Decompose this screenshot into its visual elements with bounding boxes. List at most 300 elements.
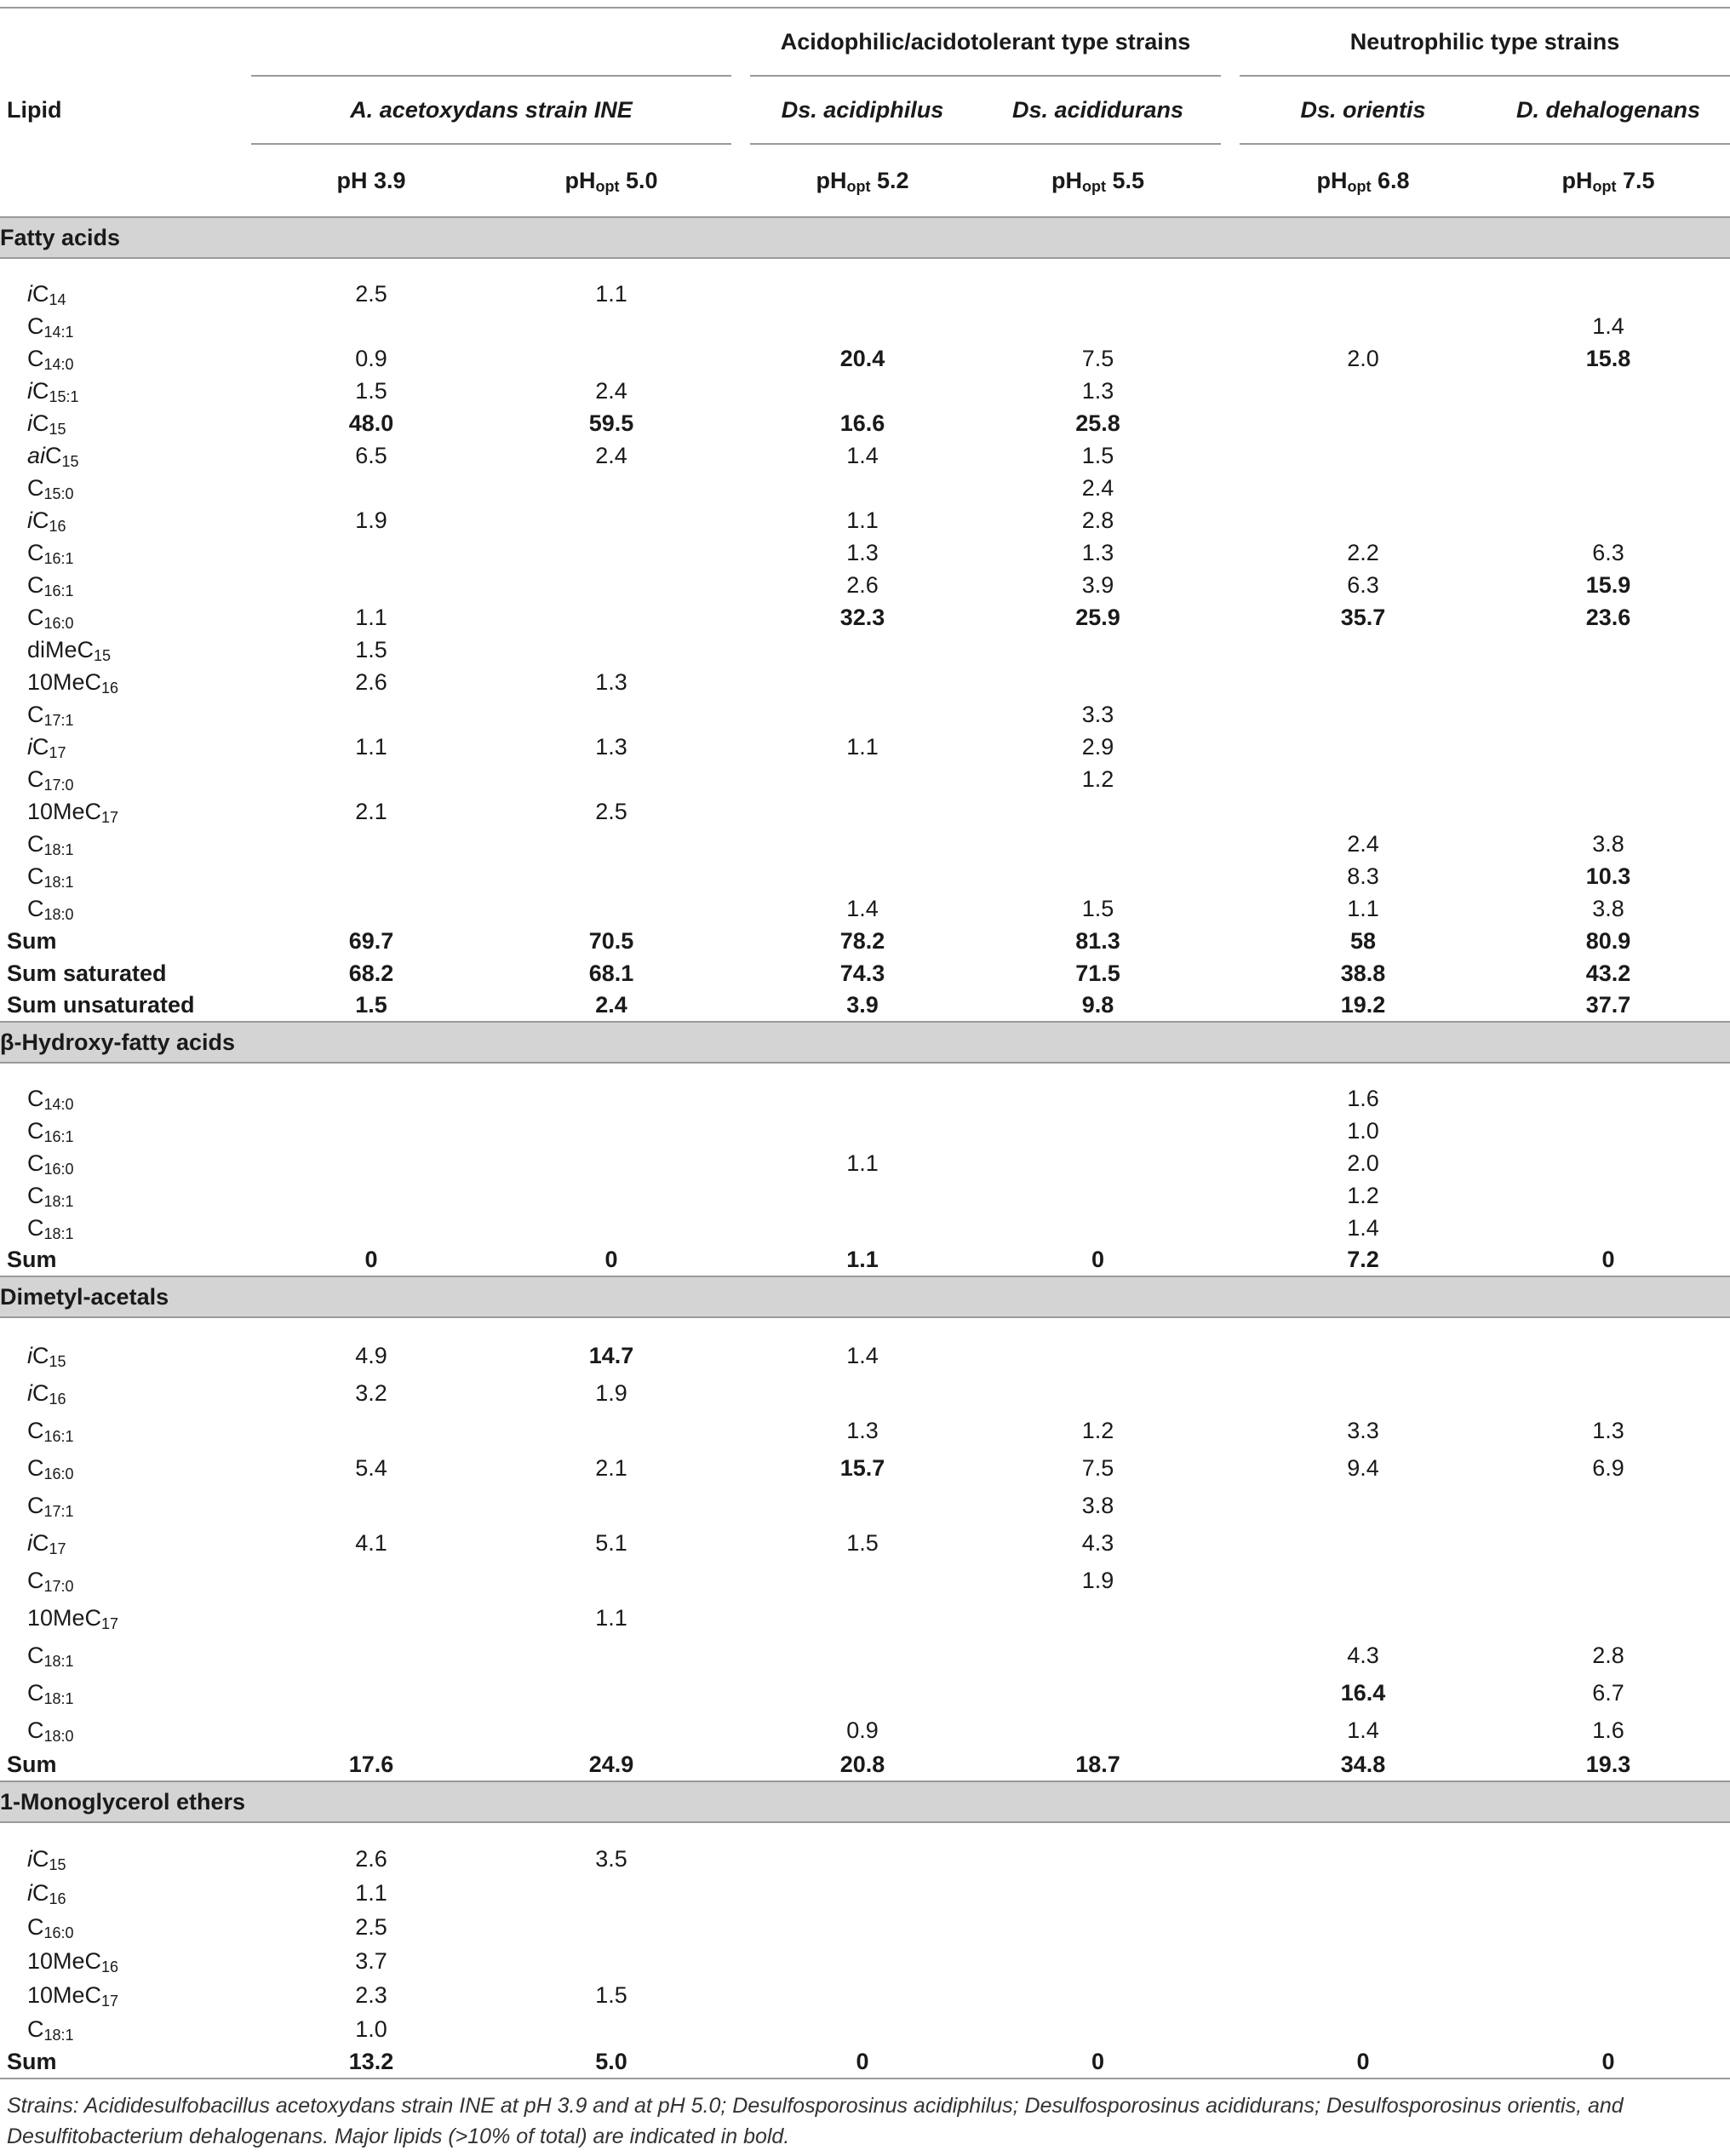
value-cell [750, 1115, 975, 1147]
value-cell [1240, 1374, 1487, 1412]
sum-value: 24.9 [588, 1752, 634, 1777]
value-cell [491, 536, 731, 569]
value-cell: 1.3 [846, 1417, 879, 1443]
value-cell: 1.5 [846, 1529, 879, 1556]
value-cell [1240, 795, 1487, 828]
ph-subscript: opt [595, 177, 620, 195]
sum-value: 68.1 [588, 960, 634, 986]
value-cell [251, 569, 491, 601]
table-row [0, 1524, 1730, 1562]
sum-value: 2.4 [595, 992, 627, 1018]
sum-row [0, 957, 1730, 989]
value-cell [1240, 1842, 1487, 1876]
value-cell: 1.4 [846, 895, 879, 921]
value-cell [491, 1212, 731, 1244]
sum-value: 74.3 [839, 960, 885, 986]
value-cell: 16.4 [1340, 1679, 1386, 1706]
table-row [0, 1115, 1730, 1147]
value-cell [750, 1179, 975, 1212]
value-cell: 6.5 [355, 442, 387, 468]
value-cell [1487, 407, 1730, 439]
table-row [0, 1374, 1730, 1412]
value-cell: 1.6 [1347, 1085, 1379, 1111]
value-cell [1487, 634, 1730, 666]
value-cell [491, 310, 731, 342]
value-cell [491, 1637, 731, 1674]
sum-value: 43.2 [1585, 960, 1631, 986]
value-cell [975, 1599, 1221, 1637]
value-cell: 1.2 [1081, 1417, 1114, 1443]
lipid-name: $iC_{17}$ [27, 733, 66, 761]
value-cell: 25.9 [1075, 604, 1120, 630]
strain-header-ine: A. acetoxydans strain INE [350, 96, 633, 123]
value-cell [1240, 1524, 1487, 1562]
value-cell [975, 1374, 1221, 1412]
value-cell [1487, 504, 1730, 536]
value-cell: 6.9 [1592, 1454, 1624, 1481]
value-cell [1487, 1910, 1730, 1944]
value-cell: 1.4 [846, 442, 879, 468]
table-row [0, 278, 1730, 310]
value-cell [750, 472, 975, 504]
value-cell [1487, 1562, 1730, 1599]
value-cell: 5.4 [355, 1454, 387, 1481]
value-cell [1487, 763, 1730, 795]
lipid-name: $iC_{16}$ [27, 1879, 66, 1907]
value-cell [750, 1374, 975, 1412]
sum-row [0, 1244, 1730, 1276]
table-row [0, 1674, 1730, 1712]
sum-value: 9.8 [1081, 992, 1114, 1018]
lipid-name: $C_{16:1}$ [27, 1117, 74, 1145]
group-header-neutrophilic: Neutrophilic type strains [1240, 8, 1730, 76]
value-cell [251, 310, 491, 342]
ph-header: $pH_{opt}$ 5.2 [750, 144, 975, 217]
table-row [0, 1562, 1730, 1599]
table-row [0, 439, 1730, 472]
lipid-name: $C_{15:0}$ [27, 474, 74, 502]
value-cell: 48.0 [348, 410, 394, 436]
ph-header: pH 3.9 [251, 144, 491, 217]
value-cell [1487, 1842, 1730, 1876]
value-cell [491, 1562, 731, 1599]
value-cell [491, 601, 731, 634]
value-cell [491, 828, 731, 860]
value-cell [1240, 375, 1487, 407]
value-cell [491, 763, 731, 795]
strain-header-dehalogenans: D. dehalogenans [1516, 96, 1701, 123]
sum-value: 80.9 [1585, 927, 1631, 954]
value-cell: 1.4 [1592, 313, 1624, 339]
lipid-name: 10MeC$_{16}$ [27, 1947, 119, 1975]
lipid-name: 10MeC$_{17}$ [27, 798, 119, 826]
value-cell [251, 860, 491, 892]
table-row [0, 1944, 1730, 1978]
lipid-name: $C_{14:0}$ [27, 345, 74, 373]
value-cell [1240, 439, 1487, 472]
value-cell [1487, 698, 1730, 731]
value-cell: 2.6 [355, 668, 387, 695]
lipid-name: $iC_{15:1}$ [27, 377, 79, 405]
ph-header: $pH_{opt}$ 6.8 [1240, 144, 1487, 217]
strain-header-orientis: Ds. orientis [1300, 96, 1426, 123]
value-cell [1487, 2012, 1730, 2046]
value-cell: 14.7 [588, 1342, 634, 1368]
value-cell [1240, 698, 1487, 731]
value-cell [750, 2012, 975, 2046]
lipid-name: 10MeC$_{17}$ [27, 1981, 119, 2010]
value-cell [1487, 666, 1730, 698]
value-cell [975, 1712, 1221, 1749]
value-cell [1487, 1487, 1730, 1524]
value-cell [1487, 278, 1730, 310]
ph-subscript: opt [846, 177, 871, 195]
group-header-acidophilic: Acidophilic/acidotolerant type strains [750, 8, 1221, 76]
value-cell [750, 1082, 975, 1115]
value-cell [1487, 731, 1730, 763]
table-row [0, 828, 1730, 860]
table-row [0, 1978, 1730, 2012]
value-cell [750, 1562, 975, 1599]
value-cell: 1.9 [595, 1379, 627, 1406]
value-cell: 0.9 [355, 345, 387, 371]
value-cell [251, 536, 491, 569]
value-cell [1240, 1944, 1487, 1978]
value-cell [750, 1944, 975, 1978]
value-cell [251, 472, 491, 504]
sum-value: 3.9 [846, 992, 879, 1018]
value-cell: 2.0 [1347, 1150, 1379, 1176]
value-cell: 1.0 [1347, 1117, 1379, 1144]
value-cell [975, 1337, 1221, 1374]
value-cell: 1.6 [1592, 1717, 1624, 1743]
value-cell [1240, 1487, 1487, 1524]
sum-value: 0 [364, 1247, 378, 1272]
sum-value: 37.7 [1585, 992, 1631, 1018]
value-cell [1240, 504, 1487, 536]
lipid-name: $iC_{15}$ [27, 1342, 66, 1370]
sum-value: 0 [1240, 2046, 1487, 2079]
sum-value: 0 [750, 2046, 975, 2079]
sum-value: 0 [1487, 2046, 1730, 2079]
value-cell [251, 1212, 491, 1244]
value-cell [251, 1562, 491, 1599]
value-cell: 1.1 [595, 280, 627, 307]
value-cell [1487, 795, 1730, 828]
value-cell [1487, 1524, 1730, 1562]
lipid-name: $C_{17:1}$ [27, 1492, 74, 1520]
value-cell: 1.4 [846, 1342, 879, 1368]
lipid-name: $C_{14:0}$ [27, 1085, 74, 1113]
table-row [0, 1449, 1730, 1487]
value-cell: 16.6 [839, 410, 885, 436]
value-cell: 1.3 [1592, 1417, 1624, 1443]
value-cell: 15.7 [839, 1454, 885, 1481]
table-row [0, 1637, 1730, 1674]
value-cell [1240, 1562, 1487, 1599]
value-cell: 4.3 [1347, 1642, 1379, 1668]
lipid-name: $C_{18:0}$ [27, 1717, 74, 1745]
lipid-name: aiC$_{15}$ [27, 442, 79, 470]
value-cell: 1.3 [1081, 377, 1114, 404]
value-cell [975, 1637, 1221, 1674]
value-cell [750, 1876, 975, 1910]
sum-value: 1.5 [355, 992, 387, 1018]
value-cell [750, 1212, 975, 1244]
sum-value: 58 [1349, 927, 1377, 954]
table-row [0, 504, 1730, 536]
value-cell [975, 1674, 1221, 1712]
value-cell [975, 1910, 1221, 1944]
sum-label: Sum saturated [7, 960, 167, 986]
value-cell: 1.5 [595, 1981, 627, 2008]
lipid-name: $C_{16:0}$ [27, 604, 74, 632]
value-cell: 3.8 [1592, 830, 1624, 857]
value-cell: 2.3 [355, 1981, 387, 2008]
value-cell [251, 1179, 491, 1212]
value-cell: 1.1 [355, 604, 387, 630]
value-cell: 2.6 [355, 1845, 387, 1872]
value-cell [1240, 407, 1487, 439]
value-cell: 3.9 [1081, 571, 1114, 598]
value-cell [975, 795, 1221, 828]
value-cell [1240, 1910, 1487, 1944]
lipid-name: $iC_{16}$ [27, 507, 66, 535]
table-row [0, 2012, 1730, 2046]
sum-value: 69.7 [348, 927, 394, 954]
value-cell: 1.2 [1081, 765, 1114, 792]
lipid-name: $C_{18:1}$ [27, 1182, 74, 1210]
sum-value: 0 [1601, 1247, 1615, 1272]
value-cell [1487, 1212, 1730, 1244]
value-cell: 1.5 [1081, 442, 1114, 468]
value-cell: 9.4 [1347, 1454, 1379, 1481]
value-cell: 1.9 [1081, 1567, 1114, 1593]
lipid-name: $iC_{17}$ [27, 1529, 66, 1557]
value-cell [491, 1712, 731, 1749]
value-cell [251, 1599, 491, 1637]
value-cell [251, 1412, 491, 1449]
value-cell [1487, 1115, 1730, 1147]
sum-label: Sum unsaturated [7, 992, 195, 1018]
value-cell [750, 1487, 975, 1524]
lipid-name: $C_{16:1}$ [27, 539, 74, 567]
table-row [0, 1599, 1730, 1637]
sum-value: 78.2 [839, 927, 885, 954]
value-cell [251, 828, 491, 860]
value-cell [975, 860, 1221, 892]
value-cell [1487, 375, 1730, 407]
value-cell: 3.8 [1592, 895, 1624, 921]
sum-value: 0 [975, 2046, 1221, 2079]
lipid-name: $C_{16:1}$ [27, 1417, 74, 1445]
value-cell [750, 278, 975, 310]
lipid-name: $C_{16:0}$ [27, 1454, 74, 1482]
sum-row [0, 1749, 1730, 1781]
value-cell: 1.9 [355, 507, 387, 533]
value-cell [975, 634, 1221, 666]
sum-value: 1.1 [846, 1247, 879, 1272]
value-cell [750, 1599, 975, 1637]
value-cell: 20.4 [839, 345, 885, 371]
value-cell: 2.1 [355, 798, 387, 824]
value-cell: 1.0 [355, 2016, 387, 2042]
sum-value: 17.6 [348, 1752, 394, 1777]
value-cell: 2.8 [1592, 1642, 1624, 1668]
value-cell [975, 1147, 1221, 1179]
table-row [0, 1842, 1730, 1876]
value-cell [750, 1910, 975, 1944]
value-cell [491, 634, 731, 666]
value-cell [491, 1910, 731, 1944]
value-cell: 2.5 [355, 1913, 387, 1940]
value-cell: 1.3 [595, 733, 627, 760]
value-cell [750, 1978, 975, 2012]
value-cell: 15.8 [1585, 345, 1631, 371]
value-cell [491, 1412, 731, 1449]
table-row [0, 763, 1730, 795]
lipid-name: $iC_{14}$ [27, 280, 66, 308]
lipid-name: $C_{18:1}$ [27, 1679, 74, 1707]
value-cell [975, 310, 1221, 342]
value-cell: 7.5 [1081, 1454, 1114, 1481]
value-cell [750, 1674, 975, 1712]
ph-header: $pH_{opt}$ 5.5 [975, 144, 1221, 217]
value-cell [1240, 1876, 1487, 1910]
sum-value: 20.8 [839, 1752, 885, 1777]
table-row [0, 1337, 1730, 1374]
value-cell: 4.1 [355, 1529, 387, 1556]
value-cell [750, 860, 975, 892]
value-cell [750, 1842, 975, 1876]
sum-row [0, 989, 1730, 1022]
lipid-name: $C_{18:1}$ [27, 1642, 74, 1670]
value-cell [1240, 1978, 1487, 2012]
value-cell: 23.6 [1585, 604, 1631, 630]
sum-value: 38.8 [1340, 960, 1386, 986]
table-row [0, 634, 1730, 666]
value-cell [251, 1674, 491, 1712]
ph-subscript: opt [1592, 177, 1617, 195]
value-cell [491, 1082, 731, 1115]
table-row [0, 1412, 1730, 1449]
table-row [0, 1147, 1730, 1179]
lipid-name: $iC_{16}$ [27, 1379, 66, 1408]
value-cell [491, 860, 731, 892]
value-cell: 15.9 [1585, 571, 1631, 598]
table-row [0, 1487, 1730, 1524]
value-cell: 0.9 [846, 1717, 879, 1743]
value-cell [975, 1842, 1221, 1876]
sum-value: 70.5 [588, 927, 634, 954]
table-row [0, 698, 1730, 731]
sum-value: 0 [604, 1247, 618, 1272]
table-row [0, 731, 1730, 763]
sum-value: 13.2 [251, 2046, 491, 2079]
table-row [0, 536, 1730, 569]
value-cell: 1.5 [1081, 895, 1114, 921]
value-cell [750, 1637, 975, 1674]
sum-value: 71.5 [1075, 960, 1120, 986]
value-cell [975, 1876, 1221, 1910]
sum-label: Sum [0, 2046, 251, 2079]
table-row [0, 601, 1730, 634]
value-cell: 2.4 [1081, 474, 1114, 501]
sum-value: 68.2 [348, 960, 394, 986]
strain-header-acididurans: Ds. acididurans [1011, 96, 1184, 123]
sum-value: 19.3 [1585, 1752, 1631, 1777]
sum-value: 19.2 [1340, 992, 1386, 1018]
value-cell: 1.1 [846, 507, 879, 533]
value-cell: 1.1 [1347, 895, 1379, 921]
value-cell: 8.3 [1347, 863, 1379, 889]
value-cell [1240, 1337, 1487, 1374]
value-cell [491, 472, 731, 504]
value-cell: 2.4 [1347, 830, 1379, 857]
lipid-name: $C_{16:0}$ [27, 1913, 74, 1941]
value-cell: 3.3 [1081, 701, 1114, 727]
value-cell: 3.8 [1081, 1492, 1114, 1518]
value-cell: 25.8 [1075, 410, 1120, 436]
table-row [0, 569, 1730, 601]
value-cell: 2.4 [595, 442, 627, 468]
value-cell [491, 1944, 731, 1978]
table-row [0, 1212, 1730, 1244]
lipid-name: $C_{18:1}$ [27, 830, 74, 858]
value-cell [251, 1082, 491, 1115]
sum-value: 5.0 [491, 2046, 731, 2079]
value-cell [1487, 1147, 1730, 1179]
value-cell [491, 1674, 731, 1712]
value-cell [491, 892, 731, 925]
lipid-name: 10MeC$_{17}$ [27, 1604, 119, 1632]
value-cell [491, 1179, 731, 1212]
value-cell: 2.4 [595, 377, 627, 404]
value-cell: 1.4 [1347, 1214, 1379, 1241]
ph-header: $pH_{opt}$ 5.0 [491, 144, 731, 217]
value-cell [750, 375, 975, 407]
sum-row [0, 2046, 1730, 2079]
section-header: β-Hydroxy-fatty acids [0, 1022, 1730, 1063]
sum-row [0, 925, 1730, 957]
value-cell [975, 278, 1221, 310]
value-cell [975, 1082, 1221, 1115]
value-cell [491, 569, 731, 601]
value-cell: 4.9 [355, 1342, 387, 1368]
sum-label: Sum [7, 1752, 57, 1777]
value-cell [750, 634, 975, 666]
value-cell [1487, 1876, 1730, 1910]
value-cell: 1.4 [1347, 1717, 1379, 1743]
table-row [0, 892, 1730, 925]
value-cell [975, 1179, 1221, 1212]
value-cell: 2.1 [595, 1454, 627, 1481]
lipid-name: $C_{17:1}$ [27, 701, 74, 729]
value-cell: 1.1 [846, 733, 879, 760]
value-cell [750, 666, 975, 698]
sum-value: 0 [1091, 1247, 1105, 1272]
value-cell [1487, 1944, 1730, 1978]
lipid-name: diMeC$_{15}$ [27, 636, 112, 664]
lipid-name: $C_{18:0}$ [27, 895, 74, 923]
lipid-name: $iC_{15}$ [27, 1845, 66, 1873]
table-row [0, 1179, 1730, 1212]
ph-subscript: opt [1081, 177, 1106, 195]
value-cell: 2.0 [1347, 345, 1379, 371]
value-cell [1487, 1374, 1730, 1412]
value-cell [1240, 472, 1487, 504]
value-cell: 32.3 [839, 604, 885, 630]
